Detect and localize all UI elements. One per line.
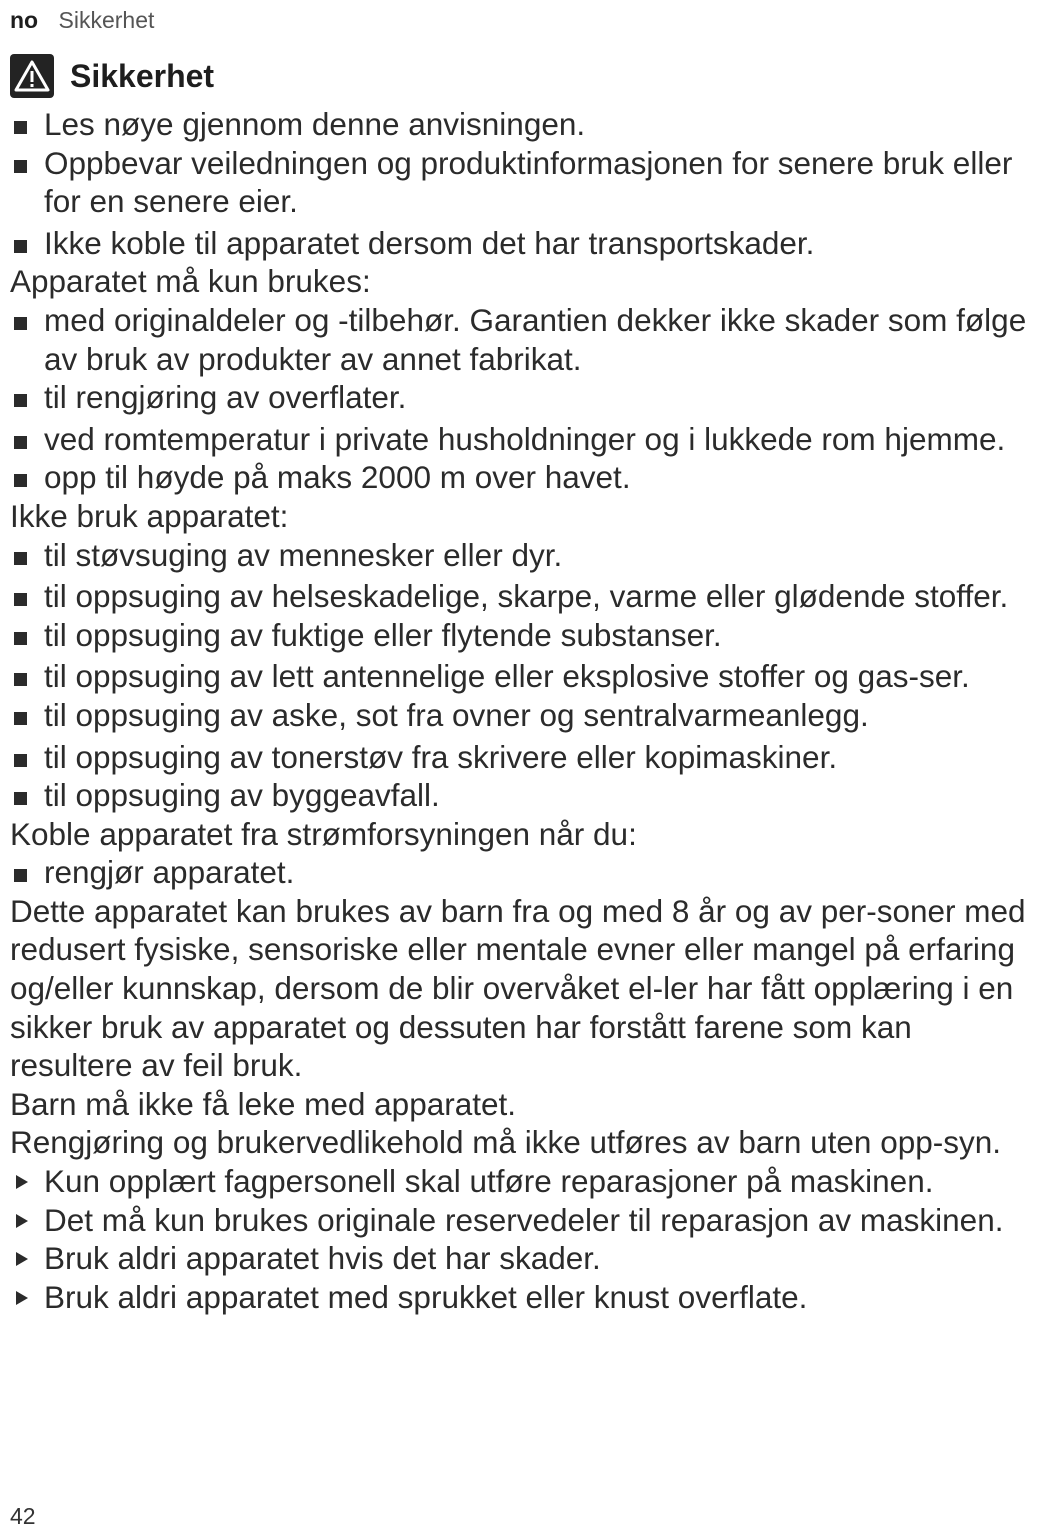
paragraph: Dette apparatet kan brukes av barn fra og med 8 år og av per-soner med redusert fysiske, sensoriske eller mentale evner eller mangel på erfaring og/eller kunnskap, dersom de blir overvåket el-ler har fått opplæring i en sikker bruk av apparatet og dessuten har forstått farene som kan resultere av feil bruk. [10,892,1026,1084]
safety-content [10,105,1042,1316]
page-number: 42 [10,1503,36,1529]
bullet-item: til rengjøring av overflater. [10,378,1042,417]
paragraph: Barn må ikke få leke med apparatet. [10,1085,517,1122]
arrow-instruction: Bruk aldri apparatet hvis det har skader. [10,1239,1042,1278]
page-title: Sikkerhet [70,57,215,94]
language-code: no [10,7,39,33]
bullet-item: til oppsuging av byggeavfall. [10,776,1042,815]
bullet-item: til oppsuging av lett antennelige eller eksplosive stoffer og gas-ser. [10,657,1042,696]
paragraph: Koble apparatet fra strømforsyningen når du: [10,815,637,852]
bullet-item: til oppsuging av fuktige eller flytende substanser. [10,616,1042,655]
arrow-instruction: Det må kun brukes originale reservedeler til reparasjon av maskinen. [10,1201,1042,1240]
bullet-item: Oppbevar veiledningen og produktinformasjonen for senere bruk eller for en senere eier. [10,144,1042,221]
bullet-item: til oppsuging av aske, sot fra ovner og sentralvarmeanlegg. [10,696,1042,735]
paragraph: Apparatet må kun brukes: [10,263,371,300]
bullet-item: til støvsuging av mennesker eller dyr. [10,536,1042,575]
bullet-item: Ikke koble til apparatet dersom det har transportskader. [10,224,1042,263]
page-header [10,5,154,35]
bullet-item: med originaldeler og -tilbehør. Garantien dekker ikke skader som følge av bruk av produkter av annet fabrikat. [10,301,1042,378]
bullet-item: opp til høyde på maks 2000 m over havet. [10,458,1042,497]
arrow-instruction: Bruk aldri apparatet med sprukket eller knust overflate. [10,1278,1042,1317]
bullet-item: ved romtemperatur i private husholdninger og i lukkede rom hjemme. [10,420,1042,459]
bullet-item: til oppsuging av helseskadelige, skarpe, varme eller glødende stoffer. [10,577,1042,616]
bullet-item: Les nøye gjennom denne anvisningen. [10,105,1042,144]
paragraph: Ikke bruk apparatet: [10,497,289,534]
paragraph: Rengjøring og brukervedlikehold må ikke utføres av barn uten opp-syn. [10,1124,1002,1161]
header-section-title: Sikkerhet [58,7,155,33]
section-heading [10,54,214,98]
warning-triangle-icon [10,54,54,98]
arrow-instruction: Kun opplært fagpersonell skal utføre reparasjoner på maskinen. [10,1162,1042,1201]
bullet-item: til oppsuging av tonerstøv fra skrivere eller kopimaskiner. [10,738,1042,777]
bullet-item: rengjør apparatet. [10,853,1042,892]
